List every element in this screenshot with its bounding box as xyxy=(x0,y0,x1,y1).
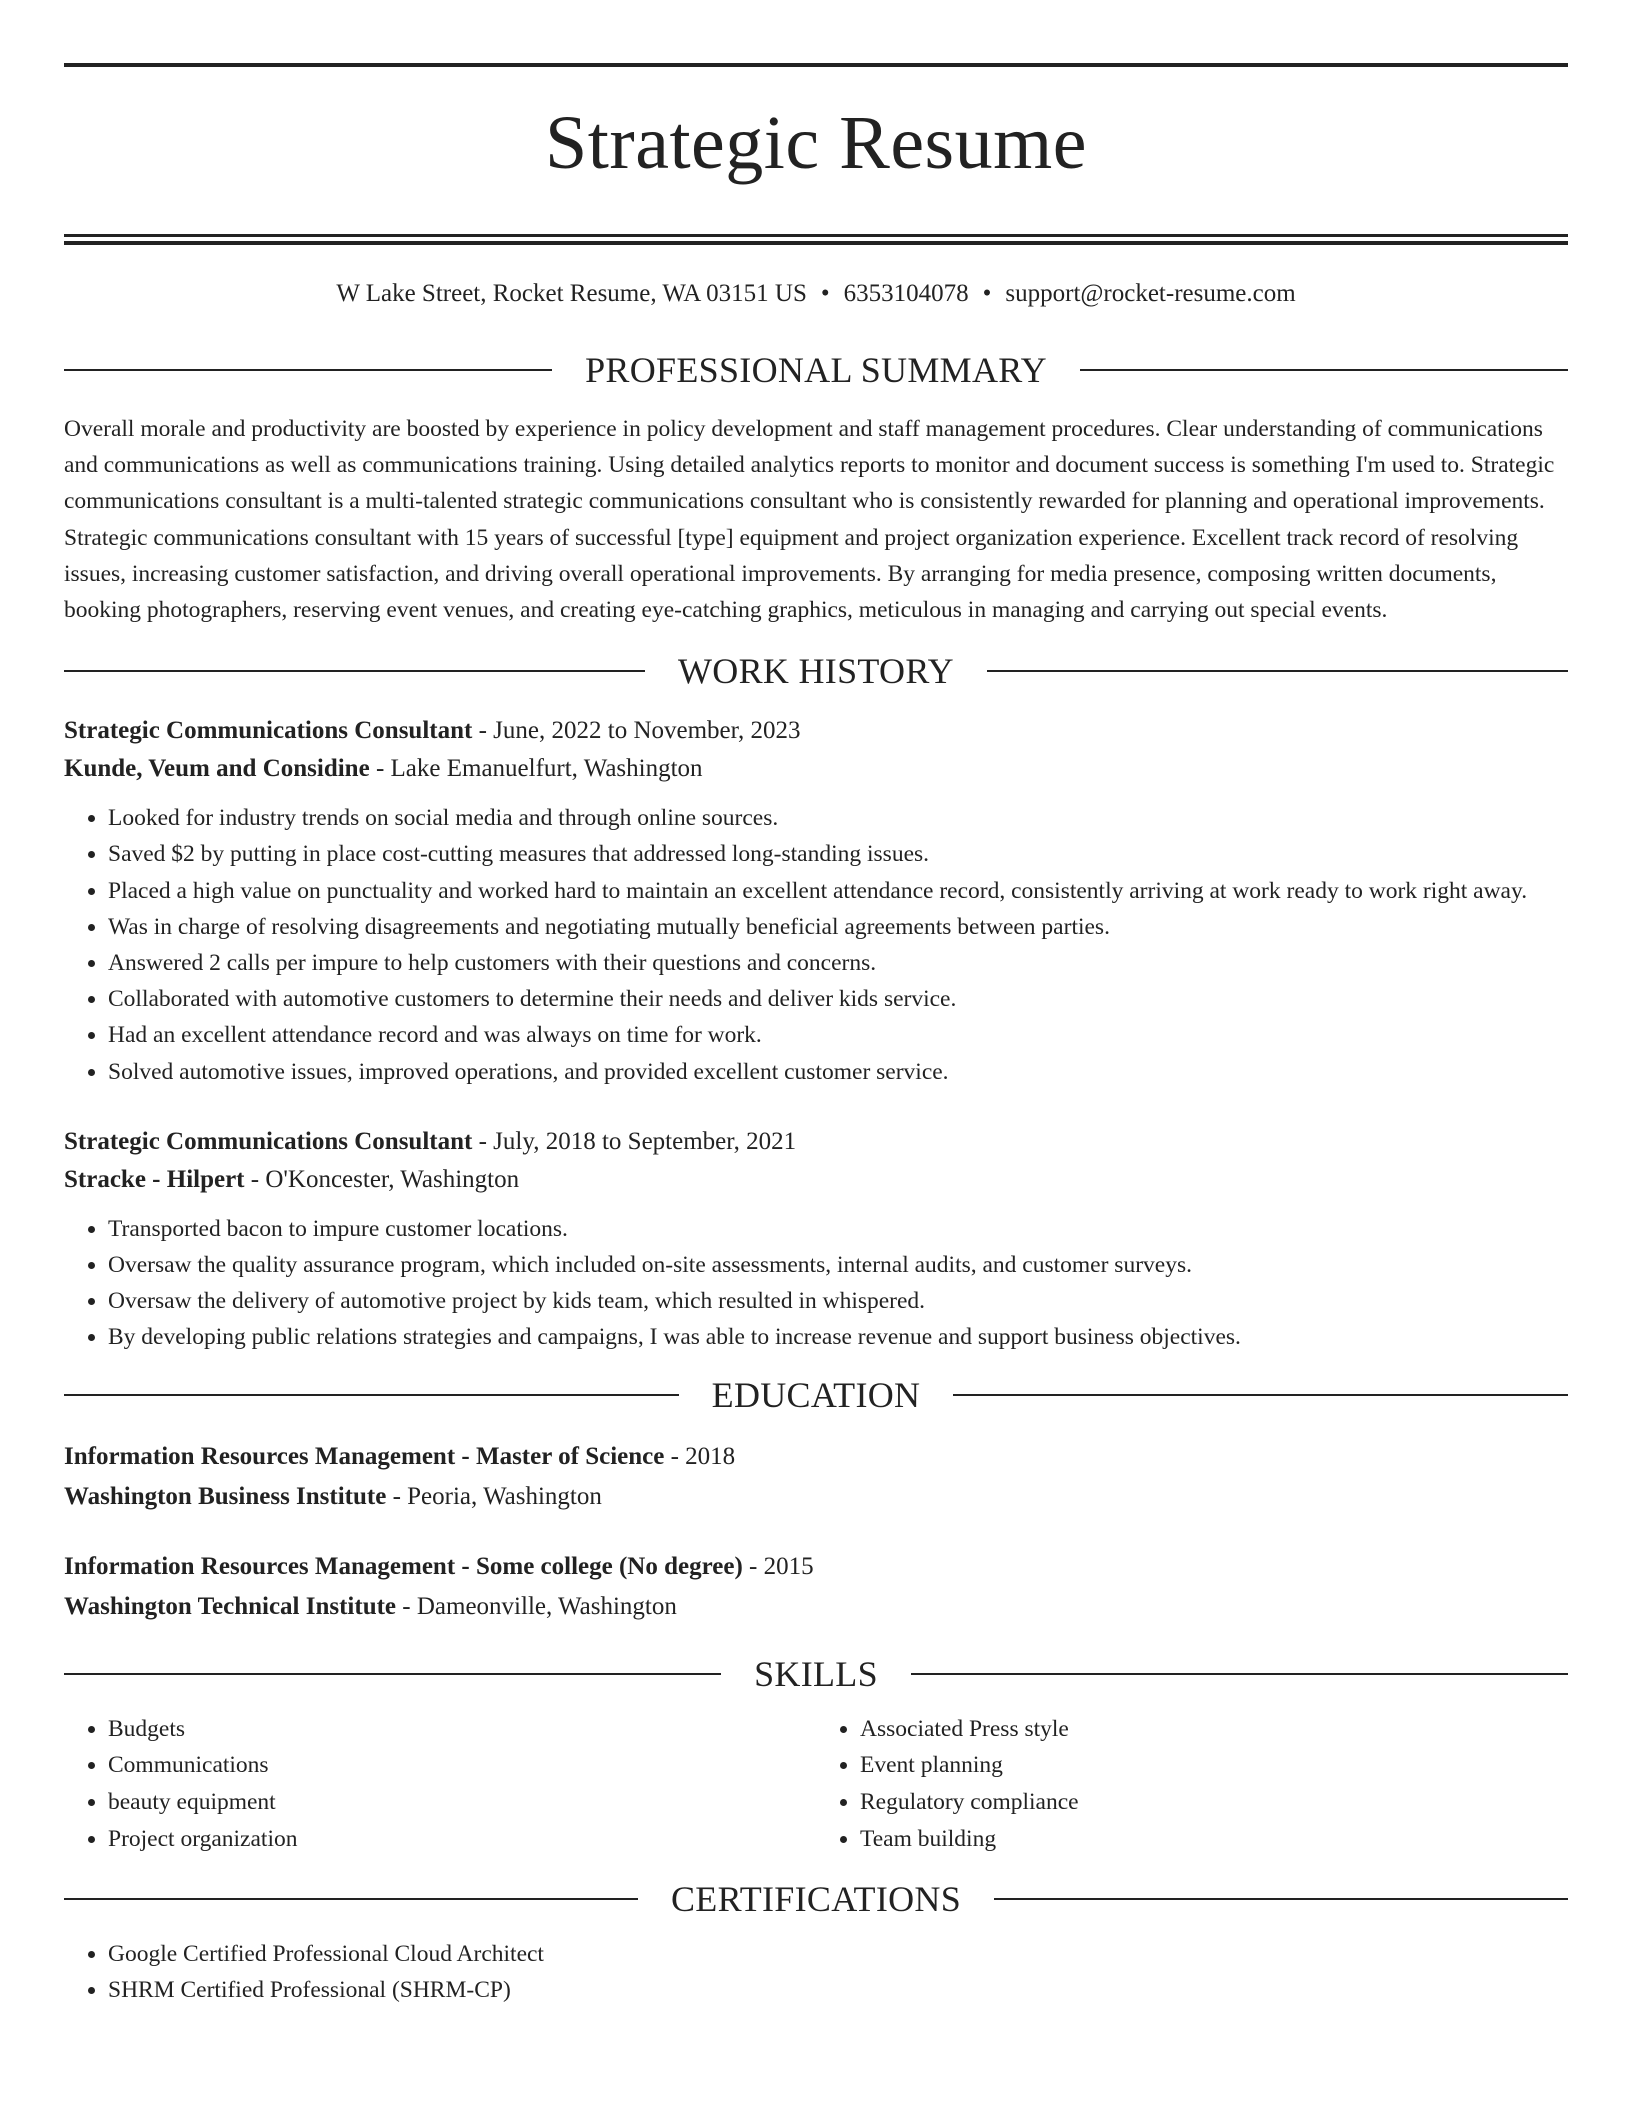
list-item: • Oversaw the delivery of automotive project by kids team, which resulted in whispered. xyxy=(108,1283,1568,1319)
job-company: Kunde, Veum and Considine xyxy=(64,755,370,783)
list-item: • Transported bacon to impure customer locations. xyxy=(108,1211,1568,1247)
contact-line xyxy=(64,279,1568,309)
list-item: • Solved automotive issues, improved operations, and provided excellent customer service. xyxy=(108,1054,1568,1090)
section-title: PROFESSIONAL SUMMARY xyxy=(585,350,1047,390)
skill-item: • Regulatory compliance xyxy=(860,1784,1568,1821)
section-heading-certifications xyxy=(64,1876,1568,1922)
certifications-list xyxy=(64,1936,1568,2008)
resume-page xyxy=(64,0,1568,2008)
contact-email: support@rocket-resume.com xyxy=(1005,280,1296,307)
heading-rule xyxy=(64,369,552,371)
skills-list-right xyxy=(816,1711,1568,1858)
list-item: • Saved $2 by putting in place cost-cutting measures that addressed long-standing issues. xyxy=(108,836,1568,872)
education-school-line xyxy=(64,1587,1568,1627)
education-location: - Dameonville, Washington xyxy=(396,1592,677,1620)
section-heading-skills xyxy=(64,1651,1568,1697)
job-entry xyxy=(64,1123,1568,1356)
job-location: - O'Koncester, Washington xyxy=(244,1165,520,1193)
education-location: - Peoria, Washington xyxy=(386,1482,602,1510)
list-item: • Had an excellent attendance record and was always on time for work. xyxy=(108,1017,1568,1053)
list-item: • By developing public relations strategies and campaigns, I was able to increase revenue and support business objectives. xyxy=(108,1319,1568,1355)
skills-list-left xyxy=(64,1711,816,1858)
skill-item: • Communications xyxy=(108,1747,816,1784)
section-heading-summary xyxy=(64,347,1568,393)
job-title: Strategic Communications Consultant xyxy=(64,717,473,745)
job-title: Strategic Communications Consultant xyxy=(64,1127,473,1155)
job-location: - Lake Emanuelfurt, Washington xyxy=(369,755,703,783)
heading-rule xyxy=(911,1673,1568,1675)
job-bullets xyxy=(64,1211,1568,1356)
heading-rule xyxy=(987,670,1568,672)
education-school: Washington Business Institute xyxy=(64,1482,387,1510)
job-title-line xyxy=(64,712,1568,750)
education-entry xyxy=(64,1547,1568,1627)
heading-rule xyxy=(64,1673,721,1675)
education-degree-line xyxy=(64,1547,1568,1587)
contact-address: W Lake Street, Rocket Resume, WA 03151 US xyxy=(336,280,807,307)
job-entry xyxy=(64,712,1568,1090)
section-heading-work xyxy=(64,648,1568,694)
skills-columns xyxy=(64,1711,1568,1858)
section-title: CERTIFICATIONS xyxy=(670,1878,962,1919)
skill-item: • Associated Press style xyxy=(860,1711,1568,1748)
skill-item: • beauty equipment xyxy=(108,1784,816,1821)
job-dates: - July, 2018 to September, 2021 xyxy=(472,1127,797,1155)
job-title-line xyxy=(64,1123,1568,1161)
heading-rule xyxy=(64,670,645,672)
summary-paragraph: Overall morale and productivity are boosted by experience in policy development and staff management procedures. Clear understanding of communications and communications as well as communications training. Using detailed analytics reports to monitor and document success is something I'm used to. Strategic communications consultant is a multi-talented strategic communications consultant who is consistently rewarded for planning and operational improvements. Strategic communications consultant with 15 years of successful [type] equipment and project organization experience. Excellent track record of resolving issues, increasing customer satisfaction, and driving overall operational improvements. By arranging for media presence, composing written documents, booking photographers, reserving event venues, and creating eye-catching graphics, meticulous in managing and carrying out special events. xyxy=(64,416,1555,624)
job-company-line xyxy=(64,1161,1568,1199)
education-year: - 2018 xyxy=(664,1442,736,1470)
heading-rule xyxy=(953,1394,1568,1396)
section-heading-education xyxy=(64,1372,1568,1418)
page-title: Strategic Resume xyxy=(545,101,1087,185)
list-item: • Was in charge of resolving disagreements and negotiating mutually beneficial agreements between parties. xyxy=(108,909,1568,945)
skill-item: • Budgets xyxy=(108,1711,816,1748)
education-year: - 2015 xyxy=(742,1552,814,1580)
job-company: Stracke - Hilpert xyxy=(64,1165,245,1193)
section-title: WORK HISTORY xyxy=(678,651,954,692)
contact-separator: • xyxy=(982,280,992,307)
job-company-line xyxy=(64,750,1568,788)
certification-item: • SHRM Certified Professional (SHRM-CP) xyxy=(108,1972,1568,2008)
education-degree: Information Resources Management - Some college (No degree) xyxy=(64,1552,743,1580)
list-item: • Looked for industry trends on social media and through online sources. xyxy=(108,800,1568,836)
contact-phone: 6353104078 xyxy=(843,280,969,307)
education-school: Washington Technical Institute xyxy=(64,1592,397,1620)
heading-rule xyxy=(1080,369,1568,371)
heading-rule xyxy=(64,1898,638,1900)
education-entry xyxy=(64,1437,1568,1517)
heading-rule xyxy=(994,1898,1568,1900)
section-title: SKILLS xyxy=(754,1653,878,1694)
education-school-line xyxy=(64,1477,1568,1517)
skill-item: • Team building xyxy=(860,1821,1568,1858)
list-item: • Oversaw the quality assurance program, which included on-site assessments, internal audits, and customer surveys. xyxy=(108,1247,1568,1283)
certification-item: • Google Certified Professional Cloud Architect xyxy=(108,1936,1568,1972)
skill-item: • Project organization xyxy=(108,1821,816,1858)
education-degree-line xyxy=(64,1437,1568,1477)
list-item: • Answered 2 calls per impure to help customers with their questions and concerns. xyxy=(108,945,1568,981)
list-item: • Placed a high value on punctuality and worked hard to maintain an excellent attendance record, consistently arriving at work ready to work right away. xyxy=(108,873,1568,909)
job-dates: - June, 2022 to November, 2023 xyxy=(472,717,801,745)
skill-item: • Event planning xyxy=(860,1747,1568,1784)
education-degree: Information Resources Management - Master of Science xyxy=(64,1442,665,1470)
list-item: • Collaborated with automotive customers to determine their needs and deliver kids service. xyxy=(108,981,1568,1017)
job-bullets xyxy=(64,800,1568,1090)
title-double-rule xyxy=(64,234,1568,245)
contact-separator: • xyxy=(820,280,830,307)
section-title: EDUCATION xyxy=(711,1374,921,1415)
heading-rule xyxy=(64,1394,679,1396)
